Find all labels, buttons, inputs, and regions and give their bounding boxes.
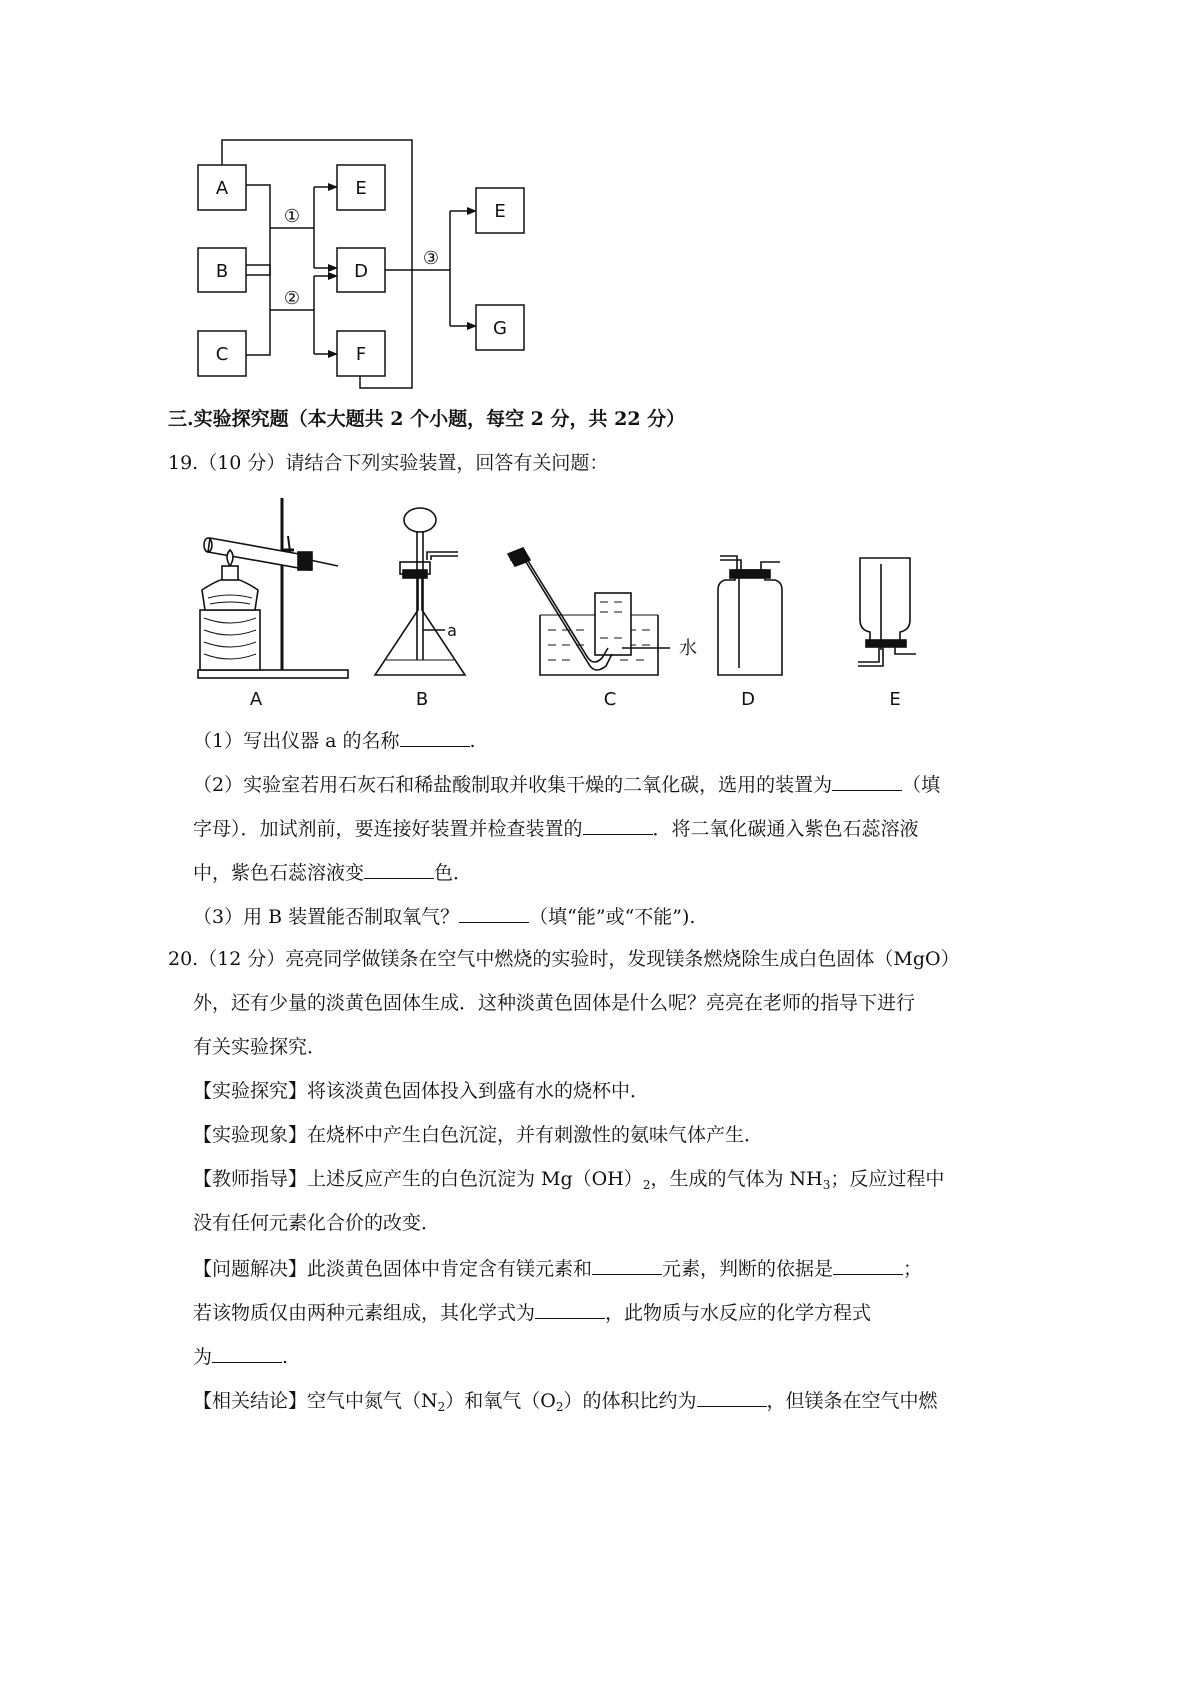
apparatus-label-B: B	[415, 689, 429, 710]
label-water: 水	[679, 638, 697, 659]
q19-part2-line2: 字母）．加试剂前，要连接好装置并检查装置的 ．将二氧化碳通入紫色石蕊溶液	[193, 814, 919, 842]
q19-part3: （3）用 B 装置能否制取氧气？ （填“能”或“不能”).	[193, 902, 695, 930]
apparatus-label-A: A	[249, 689, 263, 710]
q19-part2-line3: 中，紫色石蕊溶液变 色．	[193, 858, 472, 886]
apparatus-B	[375, 508, 465, 675]
step-3: ③	[422, 248, 440, 269]
apparatus-label-C: C	[603, 689, 617, 710]
node-label-F: F	[355, 344, 367, 365]
node-label-B: B	[215, 261, 229, 282]
q20-conclusion: 【相关结论】空气中氮气$(N_2)$和氧气$(O_2)$的体积比约为 ，但镁条在空气中燃	[193, 1386, 938, 1414]
apparatus-D	[718, 556, 782, 675]
flowchart	[190, 130, 550, 405]
q20-line1: 20.（12 分）亮亮同学做镁条在空气中燃烧的实验时，发现镁条燃烧除生成白色固体（MgO）	[168, 948, 960, 970]
label-a: a	[447, 621, 457, 640]
node-label-A: A	[215, 178, 229, 199]
q20-solve-line1: 【问题解决】此淡黄色固体中肯定含有镁元素和 元素，判断的依据是 ；	[193, 1254, 922, 1282]
q20-guide-line2: 没有任何元素化合价的改变．	[193, 1212, 441, 1234]
q20-solve-line3: 为 .	[193, 1342, 288, 1370]
answer-blank[interactable]	[832, 770, 902, 791]
q20-line3: 有关实验探究．	[193, 1036, 327, 1058]
q20-phenomenon: 【实验现象】在烧杯中产生白色沉淀，并有刺激性的氨味气体产生．	[193, 1124, 764, 1146]
answer-blank[interactable]	[697, 1386, 767, 1407]
apparatus-A	[198, 498, 348, 678]
apparatus-label-E: E	[889, 689, 901, 710]
node-label-D: D	[354, 261, 368, 282]
step-1: ①	[283, 206, 301, 227]
node-label-G: G	[493, 318, 507, 339]
node-label-C: C	[215, 344, 229, 365]
q19-stem: 19.（10 分）请结合下列实验装置，回答有关问题：	[168, 452, 609, 474]
q19-part1: （1）写出仪器 a 的名称 .	[193, 726, 476, 754]
answer-blank[interactable]	[583, 814, 653, 835]
apparatus-E	[858, 558, 916, 666]
node-label-E1: E	[355, 178, 367, 199]
q20-line2: 外，还有少量的淡黄色固体生成．这种淡黄色固体是什么呢？亮亮在老师的指导下进行	[193, 992, 916, 1014]
step-2: ②	[283, 288, 301, 309]
answer-blank[interactable]	[400, 726, 470, 747]
section-title: 三.实验探究题（本大题共 2 个小题，每空 2 分，共 22 分）	[168, 408, 686, 430]
q19-part2-line1: （2）实验室若用石灰石和稀盐酸制取并收集干燥的二氧化碳，选用的装置为 （填	[193, 770, 940, 798]
node-label-E2: E	[494, 201, 506, 222]
answer-blank[interactable]	[212, 1342, 282, 1363]
apparatus-C	[508, 548, 670, 675]
answer-blank[interactable]	[459, 902, 529, 923]
q20-solve-line2: 若该物质仅由两种元素组成，其化学式为 ，此物质与水反应的化学方程式	[193, 1298, 871, 1326]
answer-blank[interactable]	[535, 1298, 605, 1319]
q20-explore: 【实验探究】将该淡黄色固体投入到盛有水的烧杯中．	[193, 1080, 650, 1102]
answer-blank[interactable]	[364, 858, 434, 879]
apparatus-label-D: D	[741, 689, 755, 710]
apparatus-figure	[190, 490, 940, 715]
answer-blank[interactable]	[592, 1254, 662, 1275]
answer-blank[interactable]	[833, 1254, 903, 1275]
q20-guide-line1: 【教师指导】上述反应产生的白色沉淀为 $Mg(OH)_2$，生成的气体为 $NH_3$；反应过程中	[193, 1168, 945, 1192]
